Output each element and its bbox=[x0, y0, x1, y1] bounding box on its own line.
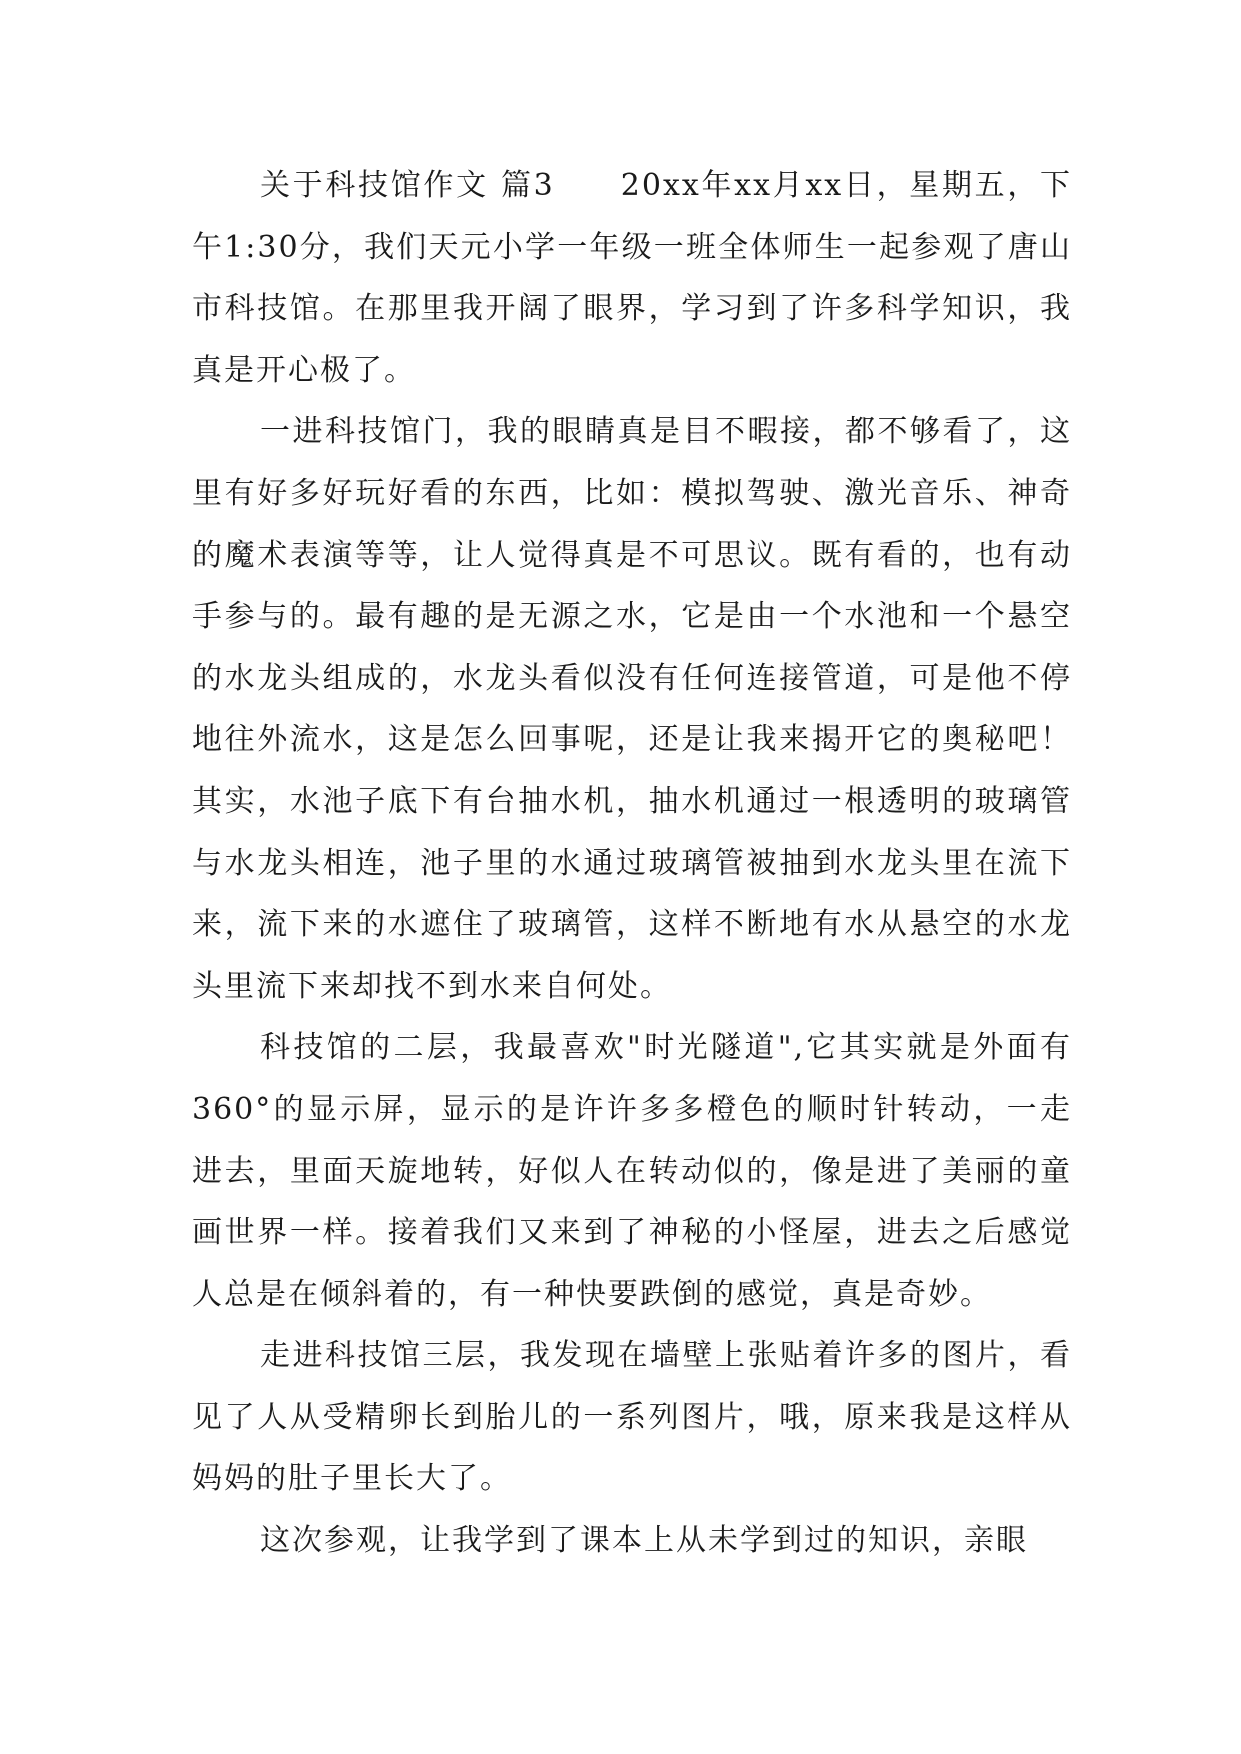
paragraph-5: 这次参观，让我学到了课本上从未学到过的知识，亲眼 bbox=[260, 1523, 1028, 1559]
essay-body bbox=[192, 155, 1072, 1572]
paragraph-3: 科技馆的二层，我最喜欢"时光隧道",它其实就是外面有360°的显示屏，显示的是许许多多橙色的顺时针转动，一走进去，里面天旋地转，好似人在转动似的，像是进了美丽的童画世界一样。接着我们又来到了神秘的小怪屋，进去之后感觉人总是在倾斜着的，有一种快要跌倒的感觉，真是奇妙。 bbox=[192, 1030, 1072, 1312]
paragraph-1: 关于科技馆作文 篇3 20xx年xx月xx日，星期五，下午1:30分，我们天元小学一年级一班全体师生一起参观了唐山市科技馆。在那里我开阔了眼界，学习到了许多科学知识，我真是开心极了。 bbox=[192, 168, 1072, 388]
paragraph-4: 走进科技馆三层，我发现在墙壁上张贴着许多的图片，看见了人从受精卵长到胎儿的一系列图片，哦，原来我是这样从妈妈的肚子里长大了。 bbox=[192, 1338, 1072, 1497]
paragraph-2: 一进科技馆门，我的眼睛真是目不暇接，都不够看了，这里有好多好玩好看的东西，比如：模拟驾驶、激光音乐、神奇的魔术表演等等，让人觉得真是不可思议。既有看的，也有动手参与的。最有趣的是无源之水，它是由一个水池和一个悬空的水龙头组成的，水龙头看似没有任何连接管道，可是他不停地往外流水，这是怎么回事呢，还是让我来揭开它的奥秘吧！其实，水池子底下有台抽水机，抽水机通过一根透明的玻璃管与水龙头相连，池子里的水通过玻璃管被抽到水龙头里在流下来，流下来的水遮住了玻璃管，这样不断地有水从悬空的水龙头里流下来却找不到水来自何处。 bbox=[192, 414, 1072, 1004]
